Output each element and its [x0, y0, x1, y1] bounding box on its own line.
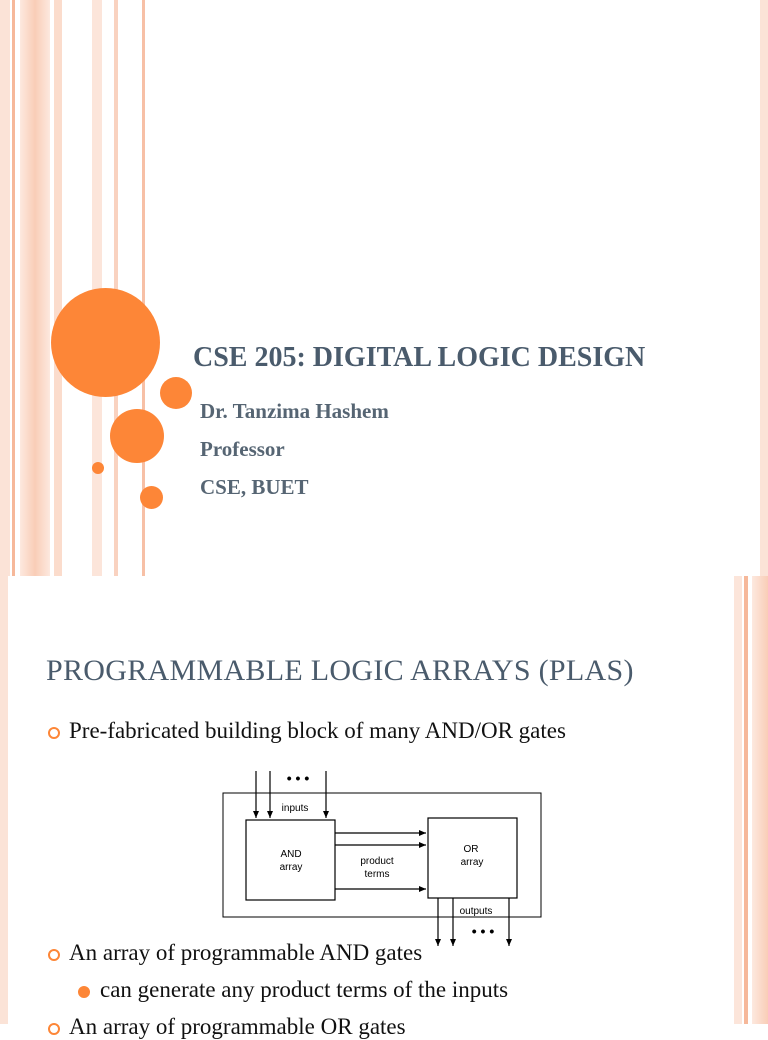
decor-circle-small — [92, 462, 104, 474]
outputs-ellipsis: • • • — [471, 923, 495, 939]
bullet-text: Pre-fabricated building block of many AND/OR gates — [69, 718, 566, 743]
bullet-text: An array of programmable OR gates — [69, 1014, 406, 1039]
product-label: product — [360, 856, 394, 867]
decor-circle — [140, 486, 163, 509]
sub-bullet-icon — [78, 986, 90, 998]
or-array-label: array — [460, 857, 484, 868]
author-info — [200, 396, 389, 510]
decor-stripe — [12, 0, 15, 576]
bullet-icon — [48, 1023, 60, 1035]
and-label: AND — [280, 849, 302, 860]
slide-title: PROGRAMMABLE LOGIC ARRAYS (PLAS) — [46, 654, 634, 687]
content-slide — [0, 576, 768, 1039]
decor-circle — [160, 377, 192, 409]
author-name: Dr. Tanzima Hashem — [200, 399, 389, 423]
decor-circle-large — [51, 288, 160, 397]
bullet-icon — [48, 727, 60, 739]
or-label: OR — [463, 844, 479, 855]
bullet-text: An array of programmable AND gates — [69, 940, 423, 965]
decor-stripe — [0, 576, 8, 1024]
decor-stripe — [760, 0, 768, 576]
decor-stripe — [20, 0, 50, 576]
decor-circle — [110, 409, 164, 463]
author-position: Professor — [200, 437, 285, 461]
decor-stripe — [752, 576, 768, 1024]
bullet-icon — [48, 949, 60, 961]
inputs-ellipsis: • • • — [286, 770, 310, 786]
decor-stripe — [744, 576, 748, 1024]
decor-stripe — [54, 0, 62, 576]
terms-label: terms — [364, 869, 390, 880]
decor-stripe — [0, 0, 10, 576]
inputs-label: inputs — [281, 803, 309, 814]
slide-title: CSE 205: DIGITAL LOGIC DESIGN — [193, 342, 646, 373]
and-array-label: array — [279, 862, 303, 873]
bullet-text: can generate any product terms of the inputs — [100, 977, 509, 1002]
outputs-label: outputs — [459, 906, 493, 917]
and-array-box — [246, 820, 335, 900]
decor-stripe — [734, 576, 742, 1024]
author-affiliation: CSE, BUET — [200, 475, 309, 499]
pla-block-diagram — [222, 771, 544, 947]
